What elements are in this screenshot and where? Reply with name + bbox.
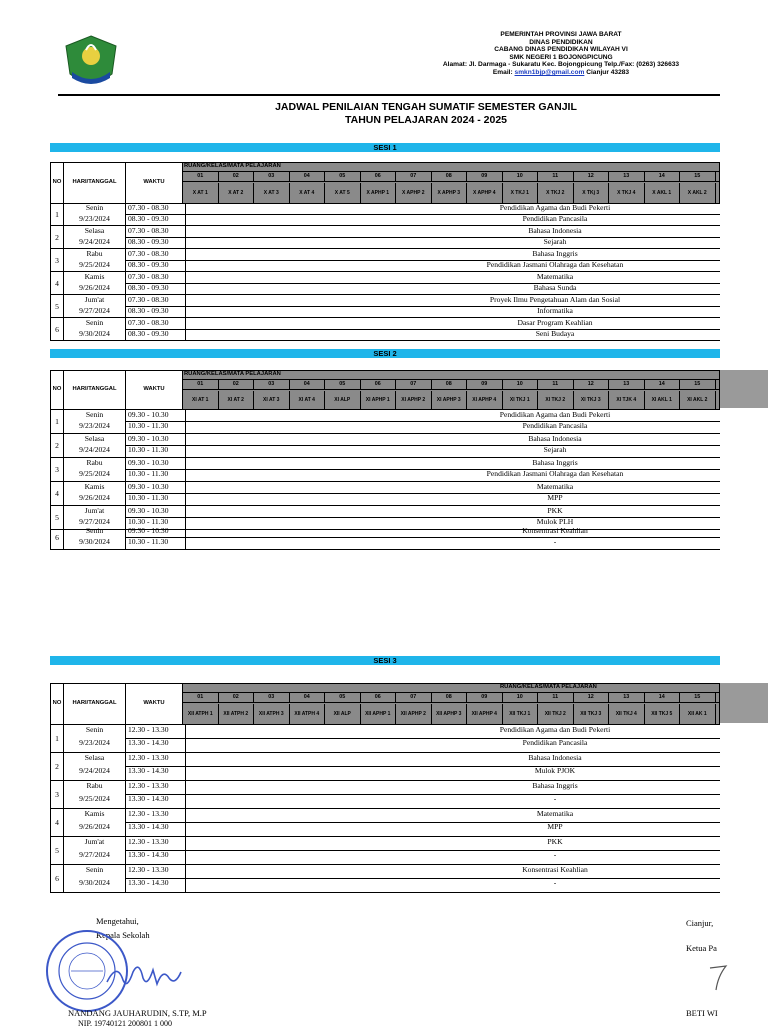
row-subject-1: Matematika bbox=[536, 809, 574, 818]
row-separator bbox=[125, 809, 126, 837]
header-hari: HARI/TANGGAL bbox=[72, 700, 117, 706]
room-number: 07 bbox=[396, 380, 432, 389]
row-time-2: 10.30 - 11.30 bbox=[128, 421, 169, 430]
row-day: Jum'at bbox=[84, 837, 105, 846]
row-day: Kamis bbox=[84, 809, 105, 818]
title-line-2: TAHUN PELAJARAN 2024 - 2025 bbox=[344, 114, 508, 126]
class-name: XI AT 1 bbox=[183, 391, 219, 409]
row-time-2: 08.30 - 09.30 bbox=[128, 213, 169, 223]
row-subject-1: Dasar Program Keahlian bbox=[517, 318, 593, 327]
room-number: 10 bbox=[503, 172, 539, 181]
row-number: 5 bbox=[55, 301, 59, 311]
row-time-2: 13.30 - 14.30 bbox=[128, 794, 169, 803]
room-number: 09 bbox=[467, 380, 503, 389]
header-no: NO bbox=[52, 700, 62, 706]
row-time-2: 13.30 - 14.30 bbox=[128, 738, 169, 747]
row-number: 2 bbox=[55, 232, 59, 242]
class-name: XII APHP 3 bbox=[432, 704, 468, 724]
row-subject-2: - bbox=[553, 850, 557, 859]
room-number: 15 bbox=[680, 380, 716, 389]
row-number: 1 bbox=[55, 417, 59, 426]
class-name: XI TKJ 3 bbox=[574, 391, 610, 409]
row-day: Senin bbox=[85, 865, 104, 874]
sign-right-line1: Cianjur, bbox=[686, 918, 714, 928]
row-day: Senin bbox=[85, 318, 104, 327]
class-name: X TKJ 2 bbox=[538, 183, 574, 203]
room-number: 03 bbox=[254, 693, 290, 702]
header-ruang: RUANG/KELAS/MATA PELAJARAN bbox=[500, 684, 597, 690]
room-number: 12 bbox=[574, 380, 610, 389]
row-date: 9/23/2024 bbox=[79, 213, 110, 223]
room-number: 06 bbox=[361, 693, 397, 702]
header-waktu: WAKTU bbox=[143, 386, 165, 392]
row-day: Jum'at bbox=[84, 506, 105, 515]
row-date: 9/27/2024 bbox=[79, 305, 110, 315]
row-time-1: 07.30 - 08.30 bbox=[128, 295, 169, 304]
subject-divider bbox=[185, 549, 720, 550]
row-day: Rabu bbox=[86, 249, 103, 258]
room-number: 03 bbox=[254, 172, 290, 181]
class-name: X AKL 2 bbox=[680, 183, 716, 203]
room-number: 07 bbox=[396, 172, 432, 181]
row-time-2: 13.30 - 14.30 bbox=[128, 878, 169, 887]
row-separator bbox=[125, 226, 126, 249]
room-number: 15 bbox=[680, 172, 716, 181]
row-number: 6 bbox=[55, 324, 59, 334]
row-subject-1: Matematika bbox=[536, 482, 574, 491]
email-link[interactable]: smkn1bjp@gmail.com bbox=[514, 68, 585, 76]
row-day: Jum'at bbox=[84, 295, 105, 304]
row-number: 2 bbox=[55, 762, 59, 771]
room-number: 12 bbox=[574, 693, 610, 702]
row-subject-1: PKK bbox=[547, 837, 563, 846]
class-name: XI ALP bbox=[325, 391, 361, 409]
row-separator bbox=[125, 410, 126, 434]
session-title-bar: SESI 1 bbox=[50, 143, 720, 152]
row-time-2: 08.30 - 09.30 bbox=[128, 328, 169, 338]
row-divider bbox=[50, 340, 185, 341]
row-separator bbox=[125, 753, 126, 781]
room-number: 07 bbox=[396, 693, 432, 702]
subject-divider bbox=[185, 892, 720, 893]
row-divider bbox=[50, 892, 185, 893]
class-name: XII TKJ 4 bbox=[609, 704, 645, 724]
row-subject-1: Konsentrasi Keahlian bbox=[522, 526, 588, 535]
row-subject-1: Matematika bbox=[536, 272, 574, 281]
row-subject-2: - bbox=[553, 794, 557, 803]
room-number: 04 bbox=[290, 380, 326, 389]
row-subject-2: - bbox=[553, 537, 557, 546]
class-name: XI AT 2 bbox=[219, 391, 255, 409]
row-day: Kamis bbox=[84, 482, 105, 491]
room-number: 06 bbox=[361, 172, 397, 181]
class-name: XII ATPH 2 bbox=[219, 704, 255, 724]
row-date: 9/30/2024 bbox=[79, 328, 110, 338]
room-number: 15 bbox=[680, 693, 716, 702]
row-date: 9/26/2024 bbox=[79, 282, 110, 292]
row-day: Selasa bbox=[84, 753, 105, 762]
row-time-1: 09.30 - 10.30 bbox=[128, 526, 169, 535]
class-name: X TKj 3 bbox=[574, 183, 610, 203]
row-time-2: 10.30 - 11.30 bbox=[128, 537, 169, 546]
row-number: 2 bbox=[55, 441, 59, 450]
class-name: X AT 1 bbox=[183, 183, 219, 203]
header-divider bbox=[183, 702, 720, 703]
row-time-1: 12.30 - 13.30 bbox=[128, 725, 169, 734]
row-subject-1: PKK bbox=[547, 506, 563, 515]
class-name: XII APHP 4 bbox=[467, 704, 503, 724]
header-hari: HARI/TANGGAL bbox=[72, 179, 117, 185]
row-day: Selasa bbox=[84, 226, 105, 235]
room-number: 13 bbox=[609, 172, 645, 181]
room-number: 08 bbox=[432, 172, 468, 181]
room-number: 13 bbox=[609, 380, 645, 389]
signature-scribble bbox=[105, 958, 185, 992]
row-subject-2: - bbox=[553, 878, 557, 887]
room-number: 06 bbox=[361, 380, 397, 389]
header-ruang: RUANG/KELAS/MATA PELAJARAN bbox=[184, 371, 281, 377]
header-divider bbox=[183, 389, 720, 390]
room-number: 01 bbox=[183, 380, 219, 389]
room-number: 05 bbox=[325, 693, 361, 702]
header-hari: HARI/TANGGAL bbox=[72, 386, 117, 392]
room-number: 04 bbox=[290, 693, 326, 702]
row-time-1: 07.30 - 08.30 bbox=[128, 272, 169, 281]
class-name: XII ALP bbox=[325, 704, 361, 724]
room-number: 13 bbox=[609, 693, 645, 702]
row-date: 9/25/2024 bbox=[79, 259, 110, 269]
room-number: 05 bbox=[325, 380, 361, 389]
room-number: 01 bbox=[183, 172, 219, 181]
row-separator bbox=[125, 837, 126, 865]
row-subject-2: Pendidikan Jasmani Olahraga dan Kesehatan bbox=[486, 259, 624, 269]
sign-left-name: NANDANG JAUHARUDIN, S.TP, M.P bbox=[68, 1008, 207, 1018]
row-date: 9/23/2024 bbox=[79, 738, 110, 747]
row-time-2: 08.30 - 09.30 bbox=[128, 236, 169, 246]
row-subject-2: Sejarah bbox=[543, 445, 567, 454]
row-time-2: 10.30 - 11.30 bbox=[128, 445, 169, 454]
row-time-1: 12.30 - 13.30 bbox=[128, 865, 169, 874]
room-number: 02 bbox=[219, 172, 255, 181]
row-date: 9/26/2024 bbox=[79, 493, 110, 502]
class-name: XI AKL 2 bbox=[680, 391, 716, 409]
row-date: 9/25/2024 bbox=[79, 469, 110, 478]
header-shade bbox=[720, 683, 768, 723]
room-number: 02 bbox=[219, 380, 255, 389]
row-date: 9/27/2024 bbox=[79, 850, 110, 859]
sign-right-line2: Ketua Pa bbox=[686, 943, 717, 953]
row-subject-1: Bahasa Inggris bbox=[532, 249, 578, 258]
row-separator bbox=[125, 458, 126, 482]
class-name: XI APHP 3 bbox=[432, 391, 468, 409]
row-subject-2: MPP bbox=[547, 493, 563, 502]
class-name: XI APHP 2 bbox=[396, 391, 432, 409]
class-name: X APHP 2 bbox=[396, 183, 432, 203]
row-day: Rabu bbox=[86, 458, 103, 467]
row-subject-1: Pendidikan Agama dan Budi Pekerti bbox=[499, 410, 611, 419]
class-name: X AT 3 bbox=[254, 183, 290, 203]
header-ruang: RUANG/KELAS/MATA PELAJARAN bbox=[184, 163, 281, 169]
row-time-1: 12.30 - 13.30 bbox=[128, 781, 169, 790]
row-number: 6 bbox=[55, 874, 59, 883]
row-time-1: 12.30 - 13.30 bbox=[128, 753, 169, 762]
row-divider bbox=[50, 549, 185, 550]
header-line: Alamat: Jl. Darmaga - Sukaratu Kec. Bojongpicung Telp./Fax: (0263) 326633 bbox=[442, 61, 680, 69]
class-name: X TKJ 4 bbox=[609, 183, 645, 203]
class-name: XII TKJ 1 bbox=[503, 704, 539, 724]
row-day: Senin bbox=[85, 725, 104, 734]
institution-header bbox=[420, 31, 702, 77]
subject-divider bbox=[185, 340, 720, 341]
row-number: 4 bbox=[55, 818, 59, 827]
class-name: XI APHP 4 bbox=[467, 391, 503, 409]
class-name: XI TKJ 1 bbox=[503, 391, 539, 409]
row-time-1: 09.30 - 10.30 bbox=[128, 482, 169, 491]
room-number: 04 bbox=[290, 172, 326, 181]
row-time-2: 08.30 - 09.30 bbox=[128, 282, 169, 292]
row-time-1: 07.30 - 08.30 bbox=[128, 249, 169, 258]
row-date: 9/26/2024 bbox=[79, 822, 110, 831]
header-no: NO bbox=[52, 386, 62, 392]
row-date: 9/24/2024 bbox=[79, 236, 110, 246]
room-number: 11 bbox=[538, 380, 574, 389]
class-name: X AT 2 bbox=[219, 183, 255, 203]
row-number: 4 bbox=[55, 278, 59, 288]
class-name: XI TKJ 2 bbox=[538, 391, 574, 409]
header-divider bbox=[183, 181, 720, 182]
row-subject-2: Seni Budaya bbox=[535, 328, 575, 338]
class-name: X TKJ 1 bbox=[503, 183, 539, 203]
room-number: 02 bbox=[219, 693, 255, 702]
row-time-1: 09.30 - 10.30 bbox=[128, 410, 169, 419]
class-name: XII ATPH 3 bbox=[254, 704, 290, 724]
class-name: XII ATPH 1 bbox=[183, 704, 219, 724]
row-subject-1: Konsentrasi Keahlian bbox=[522, 865, 588, 874]
class-name: XI AT 4 bbox=[290, 391, 326, 409]
row-subject-2: Mulok PJOK bbox=[534, 766, 576, 775]
header-line: CABANG DINAS PENDIDIKAN WILAYAH VI bbox=[494, 46, 628, 54]
room-number: 11 bbox=[538, 693, 574, 702]
row-separator bbox=[125, 295, 126, 318]
row-time-1: 07.30 - 08.30 bbox=[128, 318, 169, 327]
row-subject-1: Pendidikan Agama dan Budi Pekerti bbox=[499, 725, 611, 734]
row-date: 9/24/2024 bbox=[79, 445, 110, 454]
row-subject-1: Bahasa Indonesia bbox=[528, 226, 582, 235]
row-number: 1 bbox=[55, 209, 59, 219]
room-number: 12 bbox=[574, 172, 610, 181]
row-separator bbox=[125, 865, 126, 893]
room-number: 14 bbox=[645, 380, 681, 389]
row-time-2: 08.30 - 09.30 bbox=[128, 305, 169, 315]
row-time-2: 08.30 - 09.30 bbox=[128, 259, 169, 269]
row-date: 9/30/2024 bbox=[79, 878, 110, 887]
sign-left-nip: NIP. 19740121 200801 1 000 bbox=[78, 1019, 173, 1028]
row-day: Selasa bbox=[84, 434, 105, 443]
row-day: Rabu bbox=[86, 781, 103, 790]
room-number: 14 bbox=[645, 172, 681, 181]
room-number: 01 bbox=[183, 693, 219, 702]
class-name: XII TKJ 2 bbox=[538, 704, 574, 724]
row-subject-2: Informatika bbox=[537, 305, 573, 315]
row-subject-1: Bahasa Inggris bbox=[532, 781, 578, 790]
class-name: XII ATPH 4 bbox=[290, 704, 326, 724]
row-number: 5 bbox=[55, 846, 59, 855]
class-name: XI AT 3 bbox=[254, 391, 290, 409]
class-name: X AT 4 bbox=[290, 183, 326, 203]
header-no: NO bbox=[52, 179, 62, 185]
row-number: 6 bbox=[55, 533, 59, 542]
row-time-2: 13.30 - 14.30 bbox=[128, 766, 169, 775]
class-name: XI TJK 4 bbox=[609, 391, 645, 409]
row-separator bbox=[125, 203, 126, 226]
row-subject-2: Bahasa Sunda bbox=[533, 282, 577, 292]
row-time-1: 09.30 - 10.30 bbox=[128, 458, 169, 467]
row-subject-1: Bahasa Indonesia bbox=[528, 753, 582, 762]
row-subject-2: Pendidikan Pancasila bbox=[522, 738, 588, 747]
row-time-1: 07.30 - 08.30 bbox=[128, 226, 169, 235]
row-subject-2: Pendidikan Pancasila bbox=[522, 421, 588, 430]
row-day: Kamis bbox=[84, 272, 105, 281]
header-divider bbox=[58, 94, 720, 96]
class-name: X AT 5 bbox=[325, 183, 361, 203]
class-name: XI AKL 1 bbox=[645, 391, 681, 409]
room-number: 09 bbox=[467, 693, 503, 702]
row-number: 4 bbox=[55, 489, 59, 498]
header-line: DINAS PENDIDIKAN bbox=[529, 38, 593, 46]
room-number: 10 bbox=[503, 380, 539, 389]
row-number: 1 bbox=[55, 734, 59, 743]
room-number: 14 bbox=[645, 693, 681, 702]
row-separator bbox=[125, 318, 126, 341]
sign-left-line1: Mengetahui, bbox=[96, 916, 139, 926]
class-name: X APHP 3 bbox=[432, 183, 468, 203]
room-number: 08 bbox=[432, 380, 468, 389]
row-number: 3 bbox=[55, 465, 59, 474]
session-title-bar: SESI 3 bbox=[50, 656, 720, 665]
row-time-1: 09.30 - 10.30 bbox=[128, 506, 169, 515]
sign-right-name: BETI WI bbox=[686, 1008, 718, 1018]
row-number: 3 bbox=[55, 255, 59, 265]
row-subject-1: Proyek Ilmu Pengetahuan Alam dan Sosial bbox=[489, 295, 621, 304]
document-title bbox=[250, 101, 602, 127]
row-time-1: 12.30 - 13.30 bbox=[128, 837, 169, 846]
row-separator bbox=[125, 249, 126, 272]
row-subject-2: Pendidikan Pancasila bbox=[522, 213, 588, 223]
row-subject-1: Pendidikan Agama dan Budi Pekerti bbox=[499, 203, 611, 212]
row-number: 5 bbox=[55, 513, 59, 522]
row-subject-2: Pendidikan Jasmani Olahraga dan Kesehatan bbox=[486, 469, 624, 478]
row-time-1: 12.30 - 13.30 bbox=[128, 809, 169, 818]
header-waktu: WAKTU bbox=[143, 700, 165, 706]
row-separator bbox=[125, 482, 126, 506]
class-name: XII APHP 2 bbox=[396, 704, 432, 724]
title-line-1: JADWAL PENILAIAN TENGAH SUMATIF SEMESTER GANJIL bbox=[275, 101, 577, 113]
class-name: XI APHP 1 bbox=[361, 391, 397, 409]
class-name: XII TKJ 3 bbox=[574, 704, 610, 724]
header-line: SMK NEGERI 1 BOJONGPICUNG bbox=[509, 53, 613, 61]
class-name: XII AK 1 bbox=[680, 704, 716, 724]
row-subject-1: Bahasa Indonesia bbox=[528, 434, 582, 443]
row-separator bbox=[125, 272, 126, 295]
header-shade bbox=[720, 370, 768, 408]
row-time-2: 10.30 - 11.30 bbox=[128, 469, 169, 478]
row-subject-2: Sejarah bbox=[543, 236, 567, 246]
row-time-1: 07.30 - 08.30 bbox=[128, 203, 169, 212]
row-separator bbox=[125, 526, 126, 550]
class-name: XII TKJ 5 bbox=[645, 704, 681, 724]
row-subject-1: Bahasa Inggris bbox=[532, 458, 578, 467]
session-title-bar: SESI 2 bbox=[50, 349, 720, 358]
row-time-2: 13.30 - 14.30 bbox=[128, 850, 169, 859]
row-day: Senin bbox=[85, 203, 104, 212]
row-time-1: 09.30 - 10.30 bbox=[128, 434, 169, 443]
row-number: 3 bbox=[55, 790, 59, 799]
signature-right-scribble bbox=[706, 962, 732, 992]
row-time-2: 13.30 - 14.30 bbox=[128, 822, 169, 831]
room-number: 09 bbox=[467, 172, 503, 181]
row-separator bbox=[125, 434, 126, 458]
row-time-2: 10.30 - 11.30 bbox=[128, 517, 169, 526]
room-number: 05 bbox=[325, 172, 361, 181]
header-waktu: WAKTU bbox=[143, 179, 165, 185]
row-date: 9/27/2024 bbox=[79, 517, 110, 526]
header-email-line: Email: smkn1bjp@gmail.com Cianjur 43283 bbox=[492, 68, 630, 76]
class-name: X AKL 1 bbox=[645, 183, 681, 203]
class-name: XII APHP 1 bbox=[361, 704, 397, 724]
room-number: 03 bbox=[254, 380, 290, 389]
header-line: PEMERINTAH PROVINSI JAWA BARAT bbox=[500, 31, 622, 38]
school-logo bbox=[62, 34, 120, 88]
row-separator bbox=[125, 781, 126, 809]
row-subject-2: MPP bbox=[547, 822, 563, 831]
room-number: 11 bbox=[538, 172, 574, 181]
row-day: Senin bbox=[85, 526, 104, 535]
row-date: 9/30/2024 bbox=[79, 537, 110, 546]
sign-left-line2: Kepala Sekolah bbox=[96, 930, 150, 940]
class-name: X APHP 4 bbox=[467, 183, 503, 203]
row-date: 9/23/2024 bbox=[79, 421, 110, 430]
row-time-2: 10.30 - 11.30 bbox=[128, 493, 169, 502]
row-date: 9/25/2024 bbox=[79, 794, 110, 803]
class-name: X APHP 1 bbox=[361, 183, 397, 203]
row-separator bbox=[125, 725, 126, 753]
row-subject-2: Mulok PLH bbox=[536, 517, 574, 526]
room-number: 08 bbox=[432, 693, 468, 702]
room-number: 10 bbox=[503, 693, 539, 702]
row-day: Senin bbox=[85, 410, 104, 419]
row-date: 9/24/2024 bbox=[79, 766, 110, 775]
